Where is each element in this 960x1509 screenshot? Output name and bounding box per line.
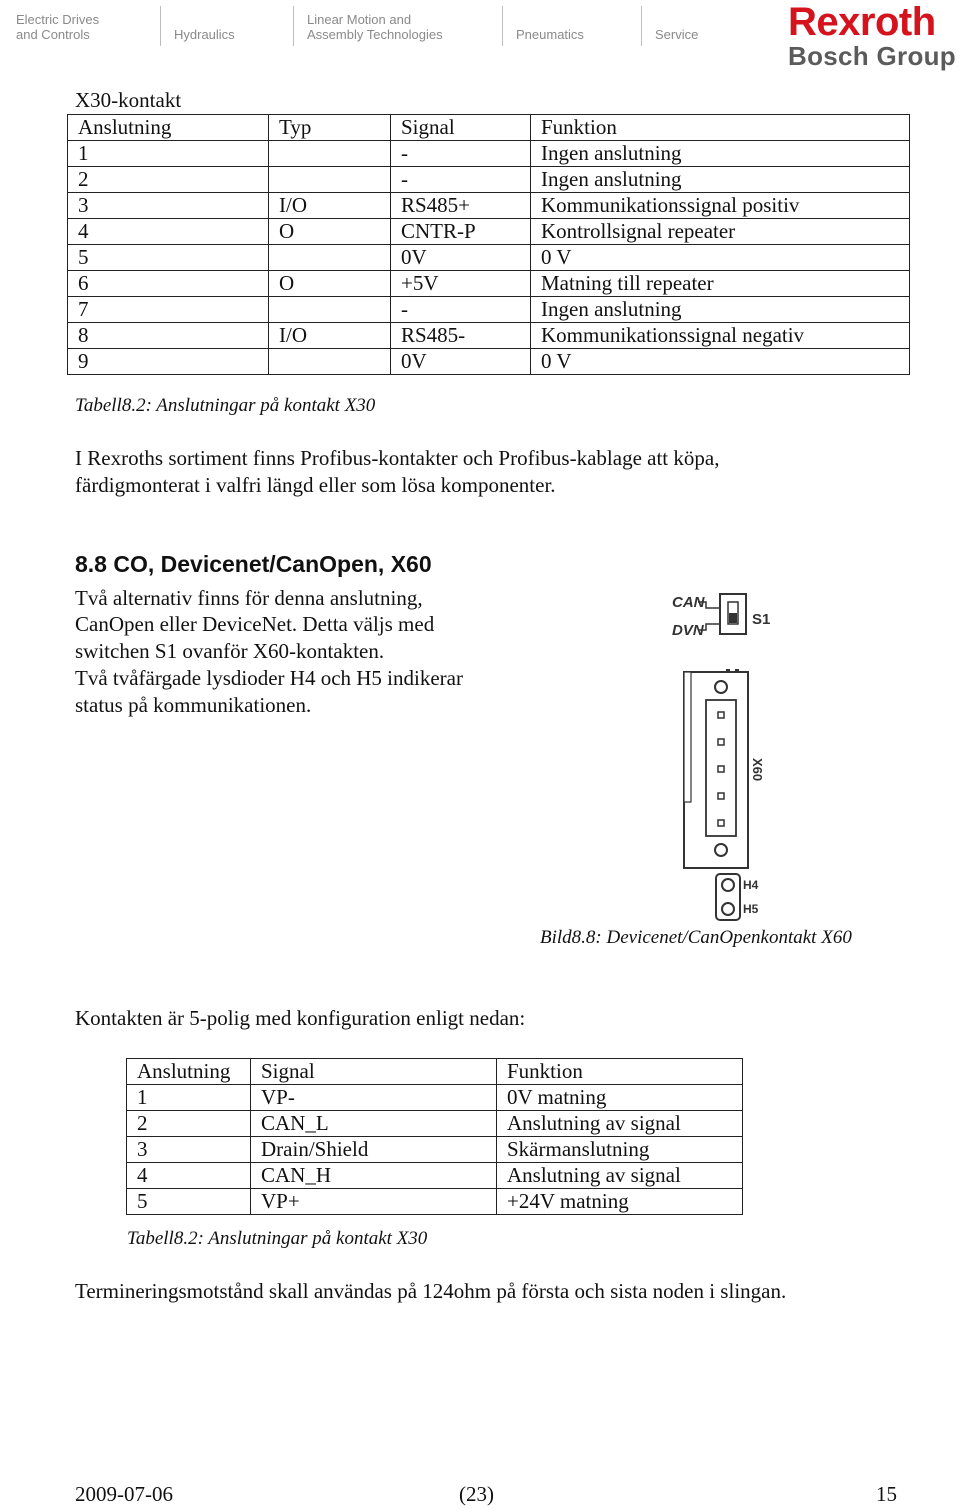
x30-table-body bbox=[68, 115, 910, 375]
footer-date: 2009-07-06 bbox=[75, 1482, 173, 1506]
page-header bbox=[0, 0, 960, 78]
footer-document-pages: (23) bbox=[459, 1482, 494, 1506]
x30-table-row bbox=[68, 297, 910, 323]
paragraph-5-pole: Kontakten är 5-polig med konfiguration enligt nedan: bbox=[75, 1006, 526, 1030]
x30-table-cell: 1 bbox=[68, 141, 269, 167]
section-text-line: status på kommunikationen. bbox=[75, 693, 312, 717]
x30-table bbox=[67, 114, 910, 375]
figure-caption: Bild8.8: Devicenet/CanOpenkontakt X60 bbox=[540, 927, 852, 948]
x30-table-row bbox=[68, 349, 910, 375]
x30-table-cell: Signal bbox=[391, 115, 531, 141]
x30-table-cell: O bbox=[269, 219, 391, 245]
x30-table-cell: 8 bbox=[68, 323, 269, 349]
section-text-line: Två tvåfärgade lysdioder H4 och H5 indikerar bbox=[75, 666, 463, 690]
h5-label: H5 bbox=[743, 902, 759, 916]
x30-table-row bbox=[68, 271, 910, 297]
x30-table-row bbox=[68, 219, 910, 245]
x60-pin-1 bbox=[718, 712, 724, 718]
paragraph-termination: Termineringsmotstånd skall användas på 124ohm på första och sista noden i slingan. bbox=[75, 1279, 787, 1303]
x60-table-cell: Anslutning av signal bbox=[497, 1111, 743, 1137]
x60-table-cell: 1 bbox=[127, 1085, 251, 1111]
x30-table-cell bbox=[269, 245, 391, 271]
x30-table-row bbox=[68, 245, 910, 271]
x30-table-cell: - bbox=[391, 141, 531, 167]
x60-table-row bbox=[127, 1163, 743, 1189]
x30-table-cell: - bbox=[391, 297, 531, 323]
x60-table-caption: Tabell8.2: Anslutningar på kontakt X30 bbox=[127, 1228, 428, 1249]
x30-table-cell: CNTR-P bbox=[391, 219, 531, 245]
x30-table-row bbox=[68, 323, 910, 349]
header-category-label: Electric Drives and Controls bbox=[16, 12, 100, 42]
x60-table-cell: +24V matning bbox=[497, 1189, 743, 1215]
x30-table-cell: I/O bbox=[269, 323, 391, 349]
x30-table-cell: 5 bbox=[68, 245, 269, 271]
x30-table-cell: Funktion bbox=[531, 115, 910, 141]
x30-table-cell bbox=[269, 141, 391, 167]
x30-table-cell: I/O bbox=[269, 193, 391, 219]
x60-table-cell: 5 bbox=[127, 1189, 251, 1215]
x60-table-cell: VP- bbox=[251, 1085, 497, 1111]
x60-table-cell: Anslutning bbox=[127, 1059, 251, 1085]
x60-table-cell: 0V matning bbox=[497, 1085, 743, 1111]
connector-pin-mark bbox=[726, 669, 730, 672]
x30-table-cell: 4 bbox=[68, 219, 269, 245]
x60-table-cell: CAN_L bbox=[251, 1111, 497, 1137]
x60-table-header-row bbox=[127, 1059, 743, 1085]
x30-table-cell bbox=[269, 297, 391, 323]
header-divider bbox=[641, 6, 642, 46]
x60-table-cell: 2 bbox=[127, 1111, 251, 1137]
section-text-line: Två alternativ finns för denna anslutning, bbox=[75, 586, 423, 610]
screw-top-icon bbox=[715, 681, 727, 693]
x60-pin-4 bbox=[718, 793, 724, 799]
x30-table-cell: Kontrollsignal repeater bbox=[531, 219, 910, 245]
x30-table-cell: 0 V bbox=[531, 349, 910, 375]
x30-table-cell: 0V bbox=[391, 349, 531, 375]
header-category-linear-motion bbox=[307, 12, 443, 42]
section-heading: 8.8 CO, Devicenet/CanOpen, X60 bbox=[75, 551, 432, 577]
x60-table-row bbox=[127, 1137, 743, 1163]
section-text-line: CanOpen eller DeviceNet. Detta väljs med bbox=[75, 612, 435, 636]
s1-label: S1 bbox=[752, 611, 771, 628]
x60-table-row bbox=[127, 1189, 743, 1215]
paragraph-profibus-line2: färdigmonterat i valfri längd eller som lösa komponenter. bbox=[75, 473, 556, 497]
x30-table-row bbox=[68, 193, 910, 219]
dvn-label: DVN bbox=[672, 622, 704, 639]
header-category-label: Hydraulics bbox=[174, 27, 235, 42]
header-category-electric-drives bbox=[16, 12, 99, 42]
logo-bosch-group-text: Bosch Group bbox=[788, 41, 956, 71]
x30-table-cell: 0 V bbox=[531, 245, 910, 271]
x30-table-row bbox=[68, 167, 910, 193]
can-label: CAN bbox=[672, 594, 705, 611]
x30-table-cell: Ingen anslutning bbox=[531, 167, 910, 193]
x30-table-caption: Tabell8.2: Anslutningar på kontakt X30 bbox=[75, 395, 376, 416]
x30-table-cell: Ingen anslutning bbox=[531, 297, 910, 323]
x60-table-cell: Signal bbox=[251, 1059, 497, 1085]
x30-table-cell bbox=[269, 349, 391, 375]
header-category-service bbox=[655, 27, 698, 42]
footer-page-number: 15 bbox=[876, 1482, 897, 1506]
connector-pin-mark bbox=[735, 669, 739, 672]
x30-table-cell: 2 bbox=[68, 167, 269, 193]
x60-table-row bbox=[127, 1111, 743, 1137]
header-category-pneumatics bbox=[516, 27, 584, 42]
x60-table-cell: VP+ bbox=[251, 1189, 497, 1215]
header-category-label: Linear Motion and Assembly Technologies bbox=[307, 12, 443, 42]
x60-pin-2 bbox=[718, 739, 724, 745]
x30-table-cell: Ingen anslutning bbox=[531, 141, 910, 167]
x30-table-cell: Matning till repeater bbox=[531, 271, 910, 297]
x60-table-cell: Drain/Shield bbox=[251, 1137, 497, 1163]
x30-table-cell: 7 bbox=[68, 297, 269, 323]
x30-table-cell: Kommunikationssignal positiv bbox=[531, 193, 910, 219]
x30-table-row bbox=[68, 141, 910, 167]
header-divider bbox=[160, 6, 161, 46]
x30-table-cell: Typ bbox=[269, 115, 391, 141]
x30-table-cell: - bbox=[391, 167, 531, 193]
x60-table-cell: 4 bbox=[127, 1163, 251, 1189]
x30-table-cell: O bbox=[269, 271, 391, 297]
x60-table-cell: CAN_H bbox=[251, 1163, 497, 1189]
x60-table-row bbox=[127, 1085, 743, 1111]
x60-label: X60 bbox=[750, 758, 765, 782]
section-text-line: switchen S1 ovanför X60-kontakten. bbox=[75, 639, 385, 663]
x30-table-cell bbox=[269, 167, 391, 193]
x30-table-header-row bbox=[68, 115, 910, 141]
x30-table-cell: 6 bbox=[68, 271, 269, 297]
x30-table-cell: Anslutning bbox=[68, 115, 269, 141]
x60-table-cell: Funktion bbox=[497, 1059, 743, 1085]
x30-table-title: X30-kontakt bbox=[75, 88, 182, 112]
x60-pin-5 bbox=[718, 820, 724, 826]
led-h4-icon bbox=[722, 879, 734, 891]
h4-label: H4 bbox=[743, 878, 759, 892]
header-category-label: Service bbox=[655, 27, 699, 42]
logo-rexroth-text: Rexroth bbox=[788, 0, 936, 44]
x60-pin-3 bbox=[718, 766, 724, 772]
header-category-hydraulics bbox=[174, 27, 235, 42]
x60-connector-latch bbox=[684, 672, 691, 802]
paragraph-profibus-line1: I Rexroths sortiment finns Profibus-kontakter och Profibus-kablage att köpa, bbox=[75, 446, 720, 470]
led-h5-icon bbox=[722, 903, 734, 915]
x30-table-cell: 3 bbox=[68, 193, 269, 219]
s1-switch-knob bbox=[729, 613, 737, 623]
screw-bottom-icon bbox=[715, 844, 727, 856]
x60-table bbox=[126, 1058, 743, 1215]
rexroth-logo bbox=[788, 2, 956, 70]
header-category-label: Pneumatics bbox=[516, 27, 584, 42]
x30-table-cell: RS485- bbox=[391, 323, 531, 349]
header-divider bbox=[502, 6, 503, 46]
x30-table-cell: Kommunikationssignal negativ bbox=[531, 323, 910, 349]
x30-table-cell: +5V bbox=[391, 271, 531, 297]
header-divider bbox=[293, 6, 294, 46]
x60-connector-figure bbox=[660, 580, 900, 930]
x30-table-cell: RS485+ bbox=[391, 193, 531, 219]
x30-table-cell: 9 bbox=[68, 349, 269, 375]
x60-table-cell: Skärmanslutning bbox=[497, 1137, 743, 1163]
x60-table-cell: Anslutning av signal bbox=[497, 1163, 743, 1189]
x60-table-cell: 3 bbox=[127, 1137, 251, 1163]
x60-table-body bbox=[127, 1059, 743, 1215]
x30-table-cell: 0V bbox=[391, 245, 531, 271]
